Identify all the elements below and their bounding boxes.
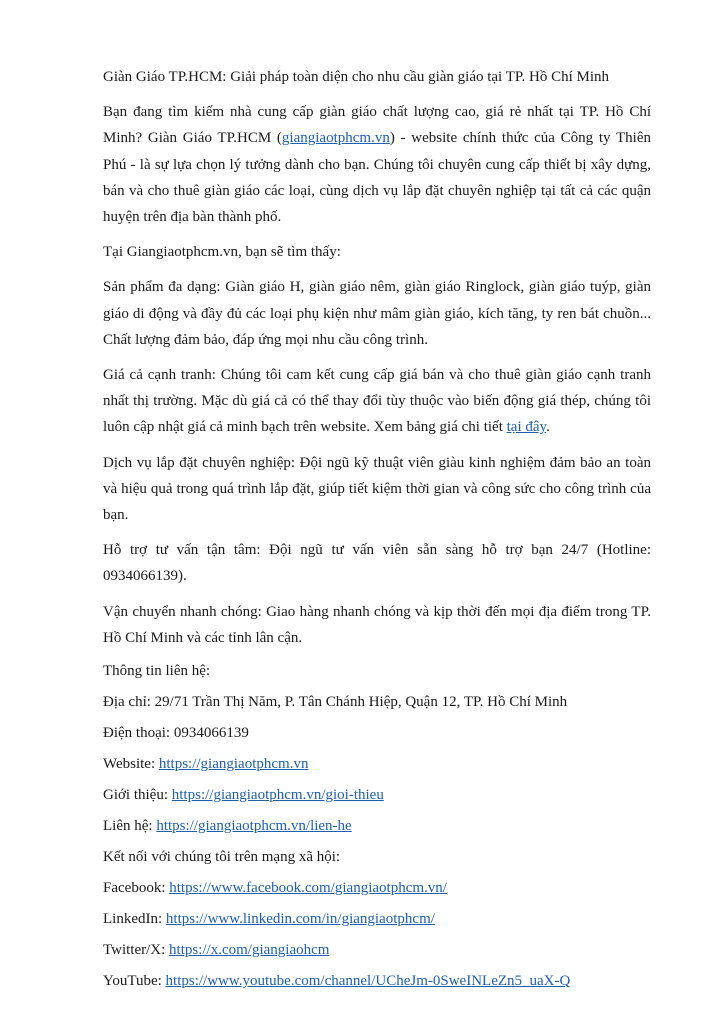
facebook-line [103, 877, 651, 899]
social-heading: Kết nối với chúng tôi trên mạng xã hội: [103, 849, 341, 866]
linkedin-link[interactable]: https://www.linkedin.com/in/giangiaotphcm/ [165, 911, 435, 928]
shipping-paragraph: Vận chuyển nhanh chóng: Giao hàng nhanh chóng và kịp thời đến mọi địa điểm trong TP. Hồ Chí Minh và các tỉnh lân cận. [103, 603, 651, 646]
intro-text-after: ) - website chính thức của Công ty Thiên Phú - là sự lựa chọn lý tưởng dành cho bạn. Chúng tôi chuyên cung cấp thiết bị xây dựng, bán và cho thuê giàn giáo các loại, cùng dịch vụ lắp đặt chuyên nghiệp tại tất cả các quận huyện trên địa bàn thành phố. [103, 130, 651, 226]
pricing-text-before: Giá cả cạnh tranh: Chúng tôi cam kết cung cấp giá bán và cho thuê giàn giáo cạnh tranh nhất thị trường. Mặc dù giá cả có thể thay đổi tùy thuộc vào biến động giá thép, chúng tôi luôn cập nhật giá cả minh bạch trên website. Xem bảng giá chi tiết [103, 367, 651, 436]
document-page [103, 64, 651, 1001]
products-paragraph: Sản phẩm đa dạng: Giàn giáo H, giàn giáo nêm, giàn giáo Ringlock, giàn giáo tuýp, giàn giáo di động và đầy đủ các loại phụ kiện như mâm giàn giáo, kích tăng, ty ren bát chuồn... Chất lượng đảm bảo, đáp ứng mọi nhu cầu công trình. [103, 279, 651, 348]
website-link[interactable]: https://giangiaotphcm.vn [158, 756, 309, 773]
contact-heading: Thông tin liên hệ: [103, 663, 211, 680]
site-link[interactable]: giangiaotphcm.vn [281, 130, 390, 147]
youtube-link[interactable]: https://www.youtube.com/channel/UCheJm-0SweINLeZn5_uaX-Q [165, 973, 571, 990]
pricing-text-after: . [546, 419, 550, 436]
contact-line [103, 815, 651, 837]
twitter-line [103, 939, 651, 961]
about-label: Giới thiệu: [103, 787, 172, 804]
intro-paragraph [103, 99, 651, 230]
address-line: Địa chỉ: 29/71 Trần Thị Năm, P. Tân Chánh Hiệp, Quận 12, TP. Hồ Chí Minh [103, 694, 568, 711]
intro-text-before: Bạn đang tìm kiếm nhà cung cấp giàn giáo chất lượng cao, giá rẻ nhất tại TP. Hồ Chí Minh? Giàn Giáo TP.HCM ( [103, 104, 651, 147]
about-link[interactable]: https://giangiaotphcm.vn/gioi-thieu [171, 787, 384, 804]
installation-paragraph: Dịch vụ lắp đặt chuyên nghiệp: Đội ngũ kỹ thuật viên giàu kinh nghiệm đảm bảo an toàn và hiệu quả trong quá trình lắp đặt, giúp tiết kiệm thời gian và công sức cho công trình của bạn. [103, 454, 651, 524]
facebook-label: Facebook: [103, 880, 170, 897]
linkedin-label: LinkedIn: [103, 911, 166, 928]
website-line [103, 753, 651, 775]
document-title: Giàn Giáo TP.HCM: Giải pháp toàn diện cho nhu cầu giàn giáo tại TP. Hồ Chí Minh [103, 69, 610, 85]
pricing-paragraph [103, 362, 651, 441]
phone-line: Điện thoại: 0934066139 [103, 725, 249, 742]
support-paragraph: Hỗ trợ tư vấn tận tâm: Đội ngũ tư vấn viên sẵn sàng hỗ trợ bạn 24/7 (Hotline: 0934066139). [103, 542, 651, 585]
price-list-link[interactable]: tại đây [506, 419, 547, 436]
youtube-label: YouTube: [103, 973, 166, 990]
website-label: Website: [103, 756, 159, 773]
find-heading: Tại Giangiaotphcm.vn, bạn sẽ tìm thấy: [103, 244, 341, 261]
contact-label: Liên hệ: [103, 818, 157, 835]
contact-link[interactable]: https://giangiaotphcm.vn/lien-he [156, 818, 352, 835]
twitter-label: Twitter/X: [103, 942, 170, 959]
linkedin-line [103, 908, 651, 930]
about-line [103, 784, 651, 806]
twitter-link[interactable]: https://x.com/giangiaohcm [169, 942, 330, 959]
facebook-link[interactable]: https://www.facebook.com/giangiaotphcm.vn/ [169, 880, 447, 897]
youtube-line [103, 970, 651, 992]
